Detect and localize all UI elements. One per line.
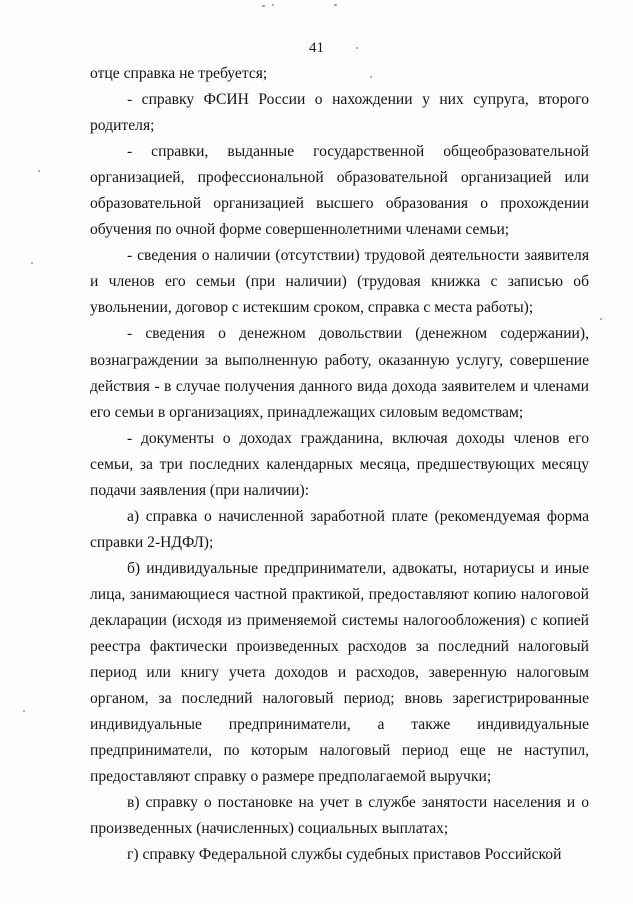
scan-speck [600,318,602,320]
page-number: 41 [309,40,324,56]
paragraph-education-certificates: - справки, выданные государственной общеобразовательной организацией, профессиональной образовательной организацией или образовательной организацией высшего образования о прохождении обучения по очной форме совершеннолетними членами семьи; [90,143,589,239]
scan-speck [23,710,25,712]
paragraph-item-a: а) справка о начисленной заработной плате (рекомендуемая форма справки 2-НДФЛ); [90,507,589,551]
scan-speck [370,76,372,78]
scan-speck [272,4,274,6]
paragraph-item-g: г) справку Федеральной службы судебных приставов Российской [127,846,562,864]
scan-speck [356,47,358,49]
paragraph-item-b: б) индивидуальные предприниматели, адвокаты, нотариусы и иные лица, занимающиеся частной практикой, предоставляют копию налоговой декларации (исходя из применяемой системы налогообложения) с копией реестра фактически произведенных расходов за последний налоговый период или книгу учета доходов и расходов, заверенную налоговым органом, за последний налоговый период; вновь зарегистрированные индивидуальные предприниматели, а также индивидуальные предприниматели, по которым налоговый период еще не наступил, предоставляют справку о размере предполагаемой выручки; [90,559,589,786]
paragraph-continuation: отце справка не требуется; [90,65,268,82]
scan-speck [38,170,40,172]
paragraph-item-v: в) справку о постановке на учет в службе занятости населения и о произведенных (начисленных) социальных выплатах; [90,794,589,838]
scan-speck [262,5,265,7]
paragraph-allowance-info: - сведения о денежном довольствии (денежном содержании), вознаграждении за выполненную работу, оказанную услугу, совершение действия - в случае получения данного вида дохода заявителем и членами его семьи в организациях, принадлежащих силовым ведомствам; [90,325,589,421]
paragraph-fsin-certificate: - справку ФСИН России о нахождении у них супруга, второго родителя; [90,91,589,135]
scan-speck [31,262,33,264]
paragraph-employment-info: - сведения о наличии (отсутствии) трудовой деятельности заявителя и членов его семьи (при наличии) (трудовая книжка с записью об увольнении, договор с истекшим сроком, справка с места работы); [90,247,589,317]
document-body [90,61,589,868]
scan-speck [334,4,337,6]
paragraph-income-documents: - документы о доходах гражданина, включая доходы членов его семьи, за три последних календарных месяца, предшествующих месяцу подачи заявления (при наличии): [90,429,589,499]
